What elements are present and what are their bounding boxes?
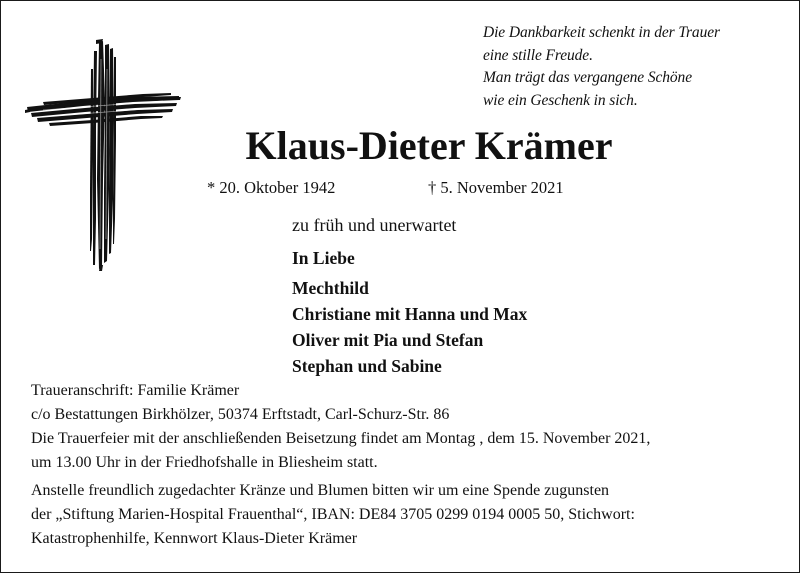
death-date: † 5. November 2021 [428,178,564,197]
quote-line: Man trägt das vergangene Schöne [483,69,692,86]
signature-name: Christiane mit Hanna und Max [292,304,528,324]
memorial-quote [483,22,783,112]
ceremony-line: Die Trauerfeier mit der anschließenden Beisetzung findet am Montag , dem 15. November 2021, [31,430,651,447]
quote-line: Die Dankbarkeit schenkt in der Trauer [483,24,720,41]
signature-name: Oliver mit Pia und Stefan [292,330,484,350]
donation-line: der „Stiftung Marien-Hospital Frauenthal“, IBAN: DE84 3705 0299 0194 0005 50, Stichwort: [31,506,635,523]
donation-line: Anstelle freundlich zugedachter Kränze und Blumen bitten wir um eine Spende zugunsten [31,482,610,499]
ceremony-line: um 13.00 Uhr in der Friedhofshalle in Bliesheim statt. [31,454,378,471]
subline: zu früh und unerwartet [292,215,457,235]
quote-line: wie ein Geschenk in sich. [483,91,638,109]
birth-date: * 20. Oktober 1942 [207,178,336,197]
quote-line: eine stille Freude. [483,46,593,64]
signature-name: Stephan und Sabine [292,356,442,376]
address-line: Traueranschrift: Familie Krämer [31,382,240,399]
info-block [31,379,791,551]
donation-line: Katastrophenhilfe, Kennwort Klaus-Dieter Krämer [31,530,358,547]
signatures [292,245,527,379]
deceased-name: Klaus-Dieter Krämer [245,123,613,168]
signatures-intro: In Liebe [292,248,355,268]
signature-name: Mechthild [292,278,369,298]
address-line: c/o Bestattungen Birkhölzer, 50374 Erftstadt, Carl-Schurz-Str. 86 [31,406,450,423]
